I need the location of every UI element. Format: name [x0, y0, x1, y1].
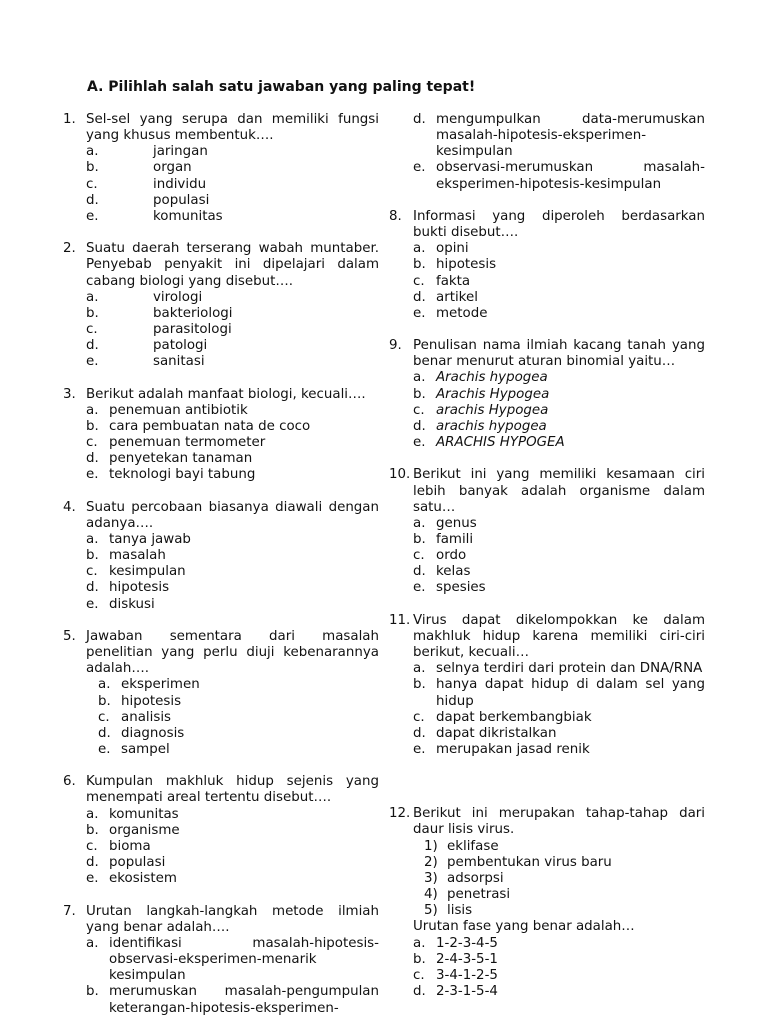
option-text: diagnosis [121, 725, 185, 741]
question-stem [389, 613, 705, 661]
answer-option [413, 160, 705, 192]
question-text: Sel-sel yang serupa dan memiliki fungsi yang khusus membentuk…. [86, 112, 379, 144]
option-letter: a. [413, 241, 426, 257]
answer-option [413, 370, 705, 386]
option-text: 2-4-3-5-1 [436, 951, 498, 967]
question-number: 6. [63, 774, 76, 790]
option-text: penemuan antibiotik [109, 402, 248, 418]
answer-option [86, 338, 379, 354]
option-text: tanya jawab [109, 532, 191, 548]
phase-number: 5) [424, 903, 438, 919]
answer-option [86, 936, 379, 984]
question-text: Berikut ini merupakan tahap-tahap dari daur lisis virus. [413, 806, 705, 838]
option-letter: e. [86, 871, 99, 887]
option-text: sampel [121, 742, 170, 758]
question [389, 338, 705, 451]
option-text: kelas [436, 564, 471, 580]
option-text: Arachis hypogea [436, 370, 548, 386]
question-prompt: Urutan fase yang benar adalah… [413, 919, 635, 935]
option-text: mengumpulkan data-merumuskan masalah-hipotesis-eksperimen-kesimpulan [436, 112, 705, 160]
option-text: komunitas [153, 208, 223, 224]
answer-option [413, 419, 705, 435]
option-text: arachis hypogea [436, 418, 547, 434]
question-number: 4. [63, 499, 76, 515]
option-letter: e. [86, 208, 99, 224]
answer-option [86, 855, 379, 871]
question-text: Berikut ini yang memiliki kesamaan ciri lebih banyak adalah organisme dalam satu… [413, 467, 705, 515]
option-letter: e. [86, 467, 99, 483]
option-text: hipotesis [121, 693, 182, 709]
option-letter: b. [86, 305, 99, 321]
option-letter: d. [86, 580, 99, 596]
question-number: 10. [389, 467, 411, 483]
question [389, 467, 705, 596]
question-number: 9. [389, 338, 402, 354]
answer-option [98, 677, 379, 693]
answer-option [413, 548, 705, 564]
option-text: patologi [153, 338, 208, 354]
option-letter: e. [413, 580, 426, 596]
option-letter: a. [413, 935, 426, 951]
answer-option [413, 564, 705, 580]
phase-text: pembentukan virus baru [447, 854, 612, 870]
option-letter: d. [413, 418, 426, 434]
option-text: organisme [109, 822, 180, 838]
option-text: artikel [436, 289, 478, 305]
question-stem [389, 209, 705, 241]
answer-option [86, 597, 379, 613]
answer-option [98, 742, 379, 758]
answer-option [413, 387, 705, 403]
option-letter: b. [413, 532, 426, 548]
answer-options [413, 112, 705, 193]
answer-option [413, 742, 705, 758]
option-text: dapat dikristalkan [436, 725, 557, 741]
question [63, 500, 379, 613]
answer-option [86, 403, 379, 419]
option-letter: c. [86, 838, 98, 854]
answer-option [86, 160, 379, 176]
question-text: Informasi yang diperoleh berdasarkan bukti disebut…. [413, 208, 705, 241]
option-letter: d. [86, 192, 99, 208]
left-column [63, 112, 379, 1024]
phase-item [424, 903, 705, 919]
option-text: Arachis Hypogea [436, 386, 550, 402]
option-letter: c. [413, 967, 425, 983]
question-number: 12. [389, 806, 411, 822]
question [63, 241, 379, 370]
phase-item [424, 871, 705, 887]
question-stem [63, 629, 379, 677]
question-number: 2. [63, 241, 76, 257]
answer-option [413, 516, 705, 532]
question-text: Suatu percobaan biasanya diawali dengan adanya…. [86, 499, 379, 531]
option-text: fakta [436, 273, 471, 289]
answer-option [86, 177, 379, 193]
option-text: jaringan [153, 144, 208, 160]
option-letter: c. [86, 176, 98, 192]
phase-item [424, 839, 705, 855]
question-text: Penulisan nama ilmiah kacang tanah yang benar menurut aturan binomial yaitu… [413, 338, 705, 370]
answer-options [86, 532, 379, 613]
option-text: 3-4-1-2-5 [436, 967, 498, 983]
question-text: Suatu daerah terserang wabah muntaber. Penyebab penyakit ini dipelajari dalam cabang biologi yang disebut…. [86, 241, 379, 289]
option-letter: c. [413, 273, 425, 289]
question-number: 1. [63, 112, 76, 127]
question [63, 629, 379, 758]
option-letter: e. [86, 354, 99, 370]
answer-option [413, 274, 705, 290]
answer-options [86, 936, 379, 1017]
option-text: populasi [109, 855, 166, 871]
option-text: hipotesis [109, 580, 170, 596]
option-text: eksperimen [121, 677, 200, 693]
option-text: penemuan termometer [109, 435, 266, 451]
right-column [389, 112, 705, 1016]
answer-option [98, 694, 379, 710]
option-letter: a. [86, 144, 99, 160]
option-letter: b. [413, 257, 426, 273]
answer-option [413, 403, 705, 419]
question-text: Virus dapat dikelompokkan ke dalam makhluk hidup karena memiliki ciri-ciri berikut, kecuali… [413, 612, 705, 661]
option-letter: a. [86, 289, 99, 305]
answer-option [86, 564, 379, 580]
phase-text: adsorpsi [447, 870, 504, 886]
answer-option [413, 710, 705, 726]
option-text: teknologi bayi tabung [109, 467, 256, 483]
option-text: penyetekan tanaman [109, 451, 253, 467]
option-text: analisis [121, 709, 172, 725]
option-text: populasi [153, 192, 210, 208]
option-text: bioma [109, 838, 151, 854]
answer-option [86, 290, 379, 306]
question-text: Jawaban sementara dari masalah penelitian yang perlu diuji kebenarannya adalah…. [86, 628, 379, 677]
option-letter: e. [98, 742, 111, 758]
phase-number: 1) [424, 838, 438, 854]
option-text: ekosistem [109, 871, 177, 887]
answer-option [86, 548, 379, 564]
answer-option [86, 209, 379, 225]
option-letter: b. [413, 386, 426, 402]
option-letter: a. [413, 661, 426, 677]
option-letter: a. [86, 532, 99, 548]
question [63, 112, 379, 225]
answer-options [413, 370, 705, 451]
question [389, 112, 705, 193]
option-letter: b. [86, 418, 99, 434]
phase-number: 2) [424, 854, 438, 870]
option-letter: a. [413, 515, 426, 531]
answer-options [413, 936, 705, 1001]
option-letter: d. [86, 338, 99, 354]
option-letter: c. [98, 709, 110, 725]
answer-option [413, 936, 705, 952]
option-text: parasitologi [153, 322, 232, 338]
option-text: observasi-merumuskan masalah-eksperimen-hipotesis-kesimpulan [436, 160, 705, 192]
question-text: Kumpulan makhluk hidup sejenis yang menempati areal tertentu disebut…. [86, 774, 379, 806]
answer-option [413, 580, 705, 596]
answer-option [413, 984, 705, 1000]
answer-option [413, 661, 705, 677]
answer-option [86, 984, 379, 1016]
option-letter: a. [86, 935, 99, 951]
answer-option [86, 580, 379, 596]
option-text: diskusi [109, 596, 155, 612]
option-letter: a. [86, 806, 99, 822]
option-letter: c. [413, 548, 425, 564]
option-text: sanitasi [153, 354, 205, 370]
option-text: ARACHIS HYPOGEA [436, 435, 565, 451]
option-letter: d. [413, 112, 426, 127]
answer-option [413, 290, 705, 306]
question-number: 5. [63, 628, 76, 644]
answer-options [413, 661, 705, 758]
option-letter: a. [413, 370, 426, 386]
option-letter: d. [413, 725, 426, 741]
question-text: Urutan langkah-langkah metode ilmiah yang benar adalah…. [86, 903, 379, 935]
option-text: individu [153, 176, 207, 192]
answer-option [86, 532, 379, 548]
answer-options [413, 516, 705, 597]
option-text: merumuskan masalah-pengumpulan keterangan-hipotesis-eksperimen- [109, 984, 379, 1016]
answer-option [86, 435, 379, 451]
answer-option [413, 306, 705, 322]
question-stem [63, 241, 379, 289]
option-letter: d. [98, 725, 111, 741]
answer-option [413, 241, 705, 257]
option-letter: b. [413, 677, 426, 693]
option-letter: d. [413, 984, 426, 1000]
question [389, 613, 705, 758]
answer-option [86, 144, 379, 160]
question-stem [63, 500, 379, 532]
answer-option [98, 726, 379, 742]
option-text: opini [436, 241, 469, 257]
option-text: ordo [436, 548, 467, 564]
phase-item [424, 855, 705, 871]
option-letter: d. [413, 289, 426, 305]
answer-options [413, 241, 705, 322]
option-text: virologi [153, 289, 203, 305]
question [389, 209, 705, 322]
question-text: Berikut adalah manfaat biologi, kecuali…. [86, 386, 366, 402]
option-letter: c. [413, 709, 425, 725]
option-text: identifikasi masalah-hipotesis-observasi-eksperimen-menarik kesimpulan [109, 935, 379, 984]
phase-item [424, 887, 705, 903]
option-letter: d. [413, 564, 426, 580]
answer-options [98, 677, 379, 758]
answer-options [86, 807, 379, 888]
question [389, 806, 705, 1000]
answer-options [86, 403, 379, 484]
question-number: 3. [63, 386, 76, 402]
question-number: 7. [63, 903, 76, 919]
option-letter: b. [86, 984, 99, 1000]
option-letter: b. [86, 822, 99, 838]
answer-options [86, 290, 379, 371]
phase-list [424, 839, 705, 920]
question-stem [389, 338, 705, 370]
option-text: arachis Hypogea [436, 402, 549, 418]
option-letter: d. [86, 451, 99, 467]
question-stem [63, 112, 379, 144]
section-heading: A. Pilihlah salah satu jawaban yang paling tepat! [87, 79, 476, 95]
option-text: famili [436, 532, 474, 548]
question-stem [63, 774, 379, 806]
option-text: cara pembuatan nata de coco [109, 418, 311, 434]
answer-option [98, 710, 379, 726]
option-text: selnya terdiri dari protein dan DNA/RNA [436, 661, 703, 677]
answer-options [86, 144, 379, 225]
answer-option [413, 952, 705, 968]
question-number: 8. [389, 208, 402, 224]
question-stem [63, 904, 379, 936]
option-letter: e. [413, 160, 426, 176]
answer-option [86, 871, 379, 887]
phase-text: penetrasi [447, 887, 511, 903]
answer-option [86, 354, 379, 370]
question [63, 774, 379, 887]
phase-text: lisis [447, 903, 473, 919]
answer-option [413, 968, 705, 984]
phase-text: eklifase [447, 838, 499, 854]
option-text: komunitas [109, 806, 179, 822]
option-text: spesies [436, 580, 486, 596]
answer-option [413, 532, 705, 548]
spacer [389, 774, 705, 806]
answer-option [86, 419, 379, 435]
option-letter: e. [86, 596, 99, 612]
option-letter: e. [413, 742, 426, 758]
question-number: 11. [389, 612, 411, 628]
option-letter: a. [86, 402, 99, 418]
option-text: hipotesis [436, 257, 497, 273]
option-text: merupakan jasad renik [436, 742, 590, 758]
option-letter: d. [86, 855, 99, 871]
answer-option [86, 322, 379, 338]
option-letter: e. [413, 305, 426, 321]
answer-option [413, 257, 705, 273]
answer-option [86, 306, 379, 322]
question-stem [389, 806, 705, 838]
option-letter: a. [98, 677, 111, 693]
answer-option [413, 112, 705, 160]
option-text: masalah [109, 548, 166, 564]
answer-option [86, 467, 379, 483]
question-stem [63, 387, 379, 403]
option-letter: b. [86, 548, 99, 564]
option-text: 2-3-1-5-4 [436, 984, 498, 1000]
question-stem [389, 467, 705, 515]
phase-number: 4) [424, 887, 438, 903]
answer-option [86, 839, 379, 855]
question [63, 904, 379, 1017]
option-letter: e. [413, 435, 426, 451]
option-letter: b. [86, 160, 99, 176]
answer-option [86, 823, 379, 839]
answer-option [86, 451, 379, 467]
option-text: hanya dapat hidup di dalam sel yang hidup [436, 677, 705, 709]
option-text: dapat berkembangbiak [436, 709, 592, 725]
option-letter: b. [98, 693, 111, 709]
option-letter: c. [86, 564, 98, 580]
phase-number: 3) [424, 870, 438, 886]
option-letter: b. [413, 951, 426, 967]
answer-option [413, 677, 705, 709]
answer-option [86, 807, 379, 823]
option-text: kesimpulan [109, 564, 186, 580]
answer-option [86, 193, 379, 209]
option-letter: c. [86, 322, 98, 338]
answer-option [413, 726, 705, 742]
option-text: 1-2-3-4-5 [436, 935, 498, 951]
option-text: metode [436, 305, 488, 321]
answer-option [413, 435, 705, 451]
option-letter: c. [86, 435, 98, 451]
question [63, 387, 379, 484]
option-text: bakteriologi [153, 305, 233, 321]
option-letter: c. [413, 402, 425, 418]
option-text: organ [153, 160, 192, 176]
option-text: genus [436, 515, 477, 531]
